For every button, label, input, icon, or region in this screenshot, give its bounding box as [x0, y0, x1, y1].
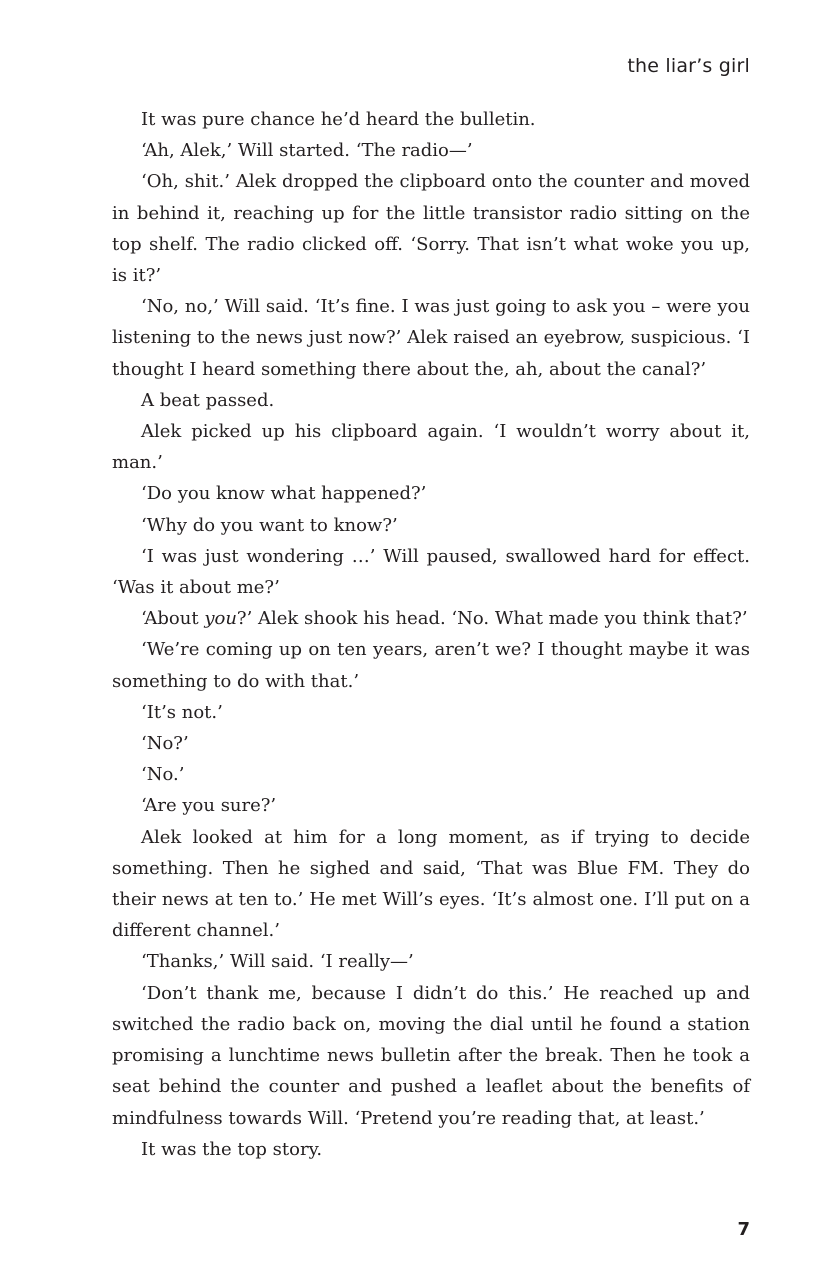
- paragraph: ‘No.’: [141, 764, 185, 786]
- paragraph: A beat passed.: [141, 389, 275, 411]
- emphasis-text: you: [204, 608, 237, 630]
- paragraph: ‘It’s not.’: [141, 701, 223, 723]
- paragraph: ‘No?’: [141, 733, 189, 755]
- paragraph: ‘No, no,’ Will said. ‘It’s fine. I was just going to ask you – were you listening to the news just now?’ Alek raised an eyebrow, suspicious. ‘I thought I heard something there about the, ah, about the canal?’: [112, 296, 750, 380]
- paragraph: ‘Why do you want to know?’: [141, 514, 398, 536]
- body-text: [112, 104, 750, 1165]
- paragraph-text: ?’ Alek shook his head. ‘No. What made you think that?’: [236, 608, 748, 630]
- paragraph: ‘Ah, Alek,’ Will started. ‘The radio—’: [141, 140, 473, 162]
- paragraph: It was pure chance he’d heard the bulletin.: [141, 109, 536, 130]
- page-number: 7: [737, 1219, 750, 1240]
- paragraph: ‘We’re coming up on ten years, aren’t we? I thought maybe it was something to do with that.’: [112, 639, 750, 692]
- paragraph: ‘I was just wondering …’ Will paused, swallowed hard for effect. ‘Was it about me?’: [112, 545, 750, 599]
- paragraph: ‘Are you sure?’: [141, 795, 277, 817]
- paragraph-text: ‘About: [141, 608, 205, 630]
- paragraph: ‘Don’t thank me, because I didn’t do this.’ He reached up and switched the radio back on, moving the dial until he found a station promising a lunchtime news bulletin after the break. Then he took a seat behind the counter and pushed a leaflet about the benefits of mindfulness towards Will. ‘Pretend you’re reading that, at least.’: [112, 982, 750, 1129]
- paragraph: Alek looked at him for a long moment, as if trying to decide something. Then he sighed and said, ‘That was Blue FM. They do their news at ten to.’ He met Will’s eyes. ‘It’s almost one. I’ll put on a different channel.’: [112, 826, 750, 942]
- running-header-title: the liar’s girl: [627, 55, 750, 77]
- paragraph: It was the top story.: [141, 1138, 323, 1160]
- paragraph: ‘Do you know what happened?’: [141, 483, 427, 505]
- paragraph: Alek picked up his clipboard again. ‘I wouldn’t worry about it, man.’: [112, 421, 750, 474]
- paragraph: ‘Oh, shit.’ Alek dropped the clipboard onto the counter and moved in behind it, reaching up for the little transistor radio sitting on the top shelf. The radio clicked off. ‘Sorry. That isn’t what woke you up, is it?’: [112, 171, 750, 287]
- paragraph: [112, 603, 750, 634]
- paragraph: ‘Thanks,’ Will said. ‘I really—’: [141, 951, 414, 973]
